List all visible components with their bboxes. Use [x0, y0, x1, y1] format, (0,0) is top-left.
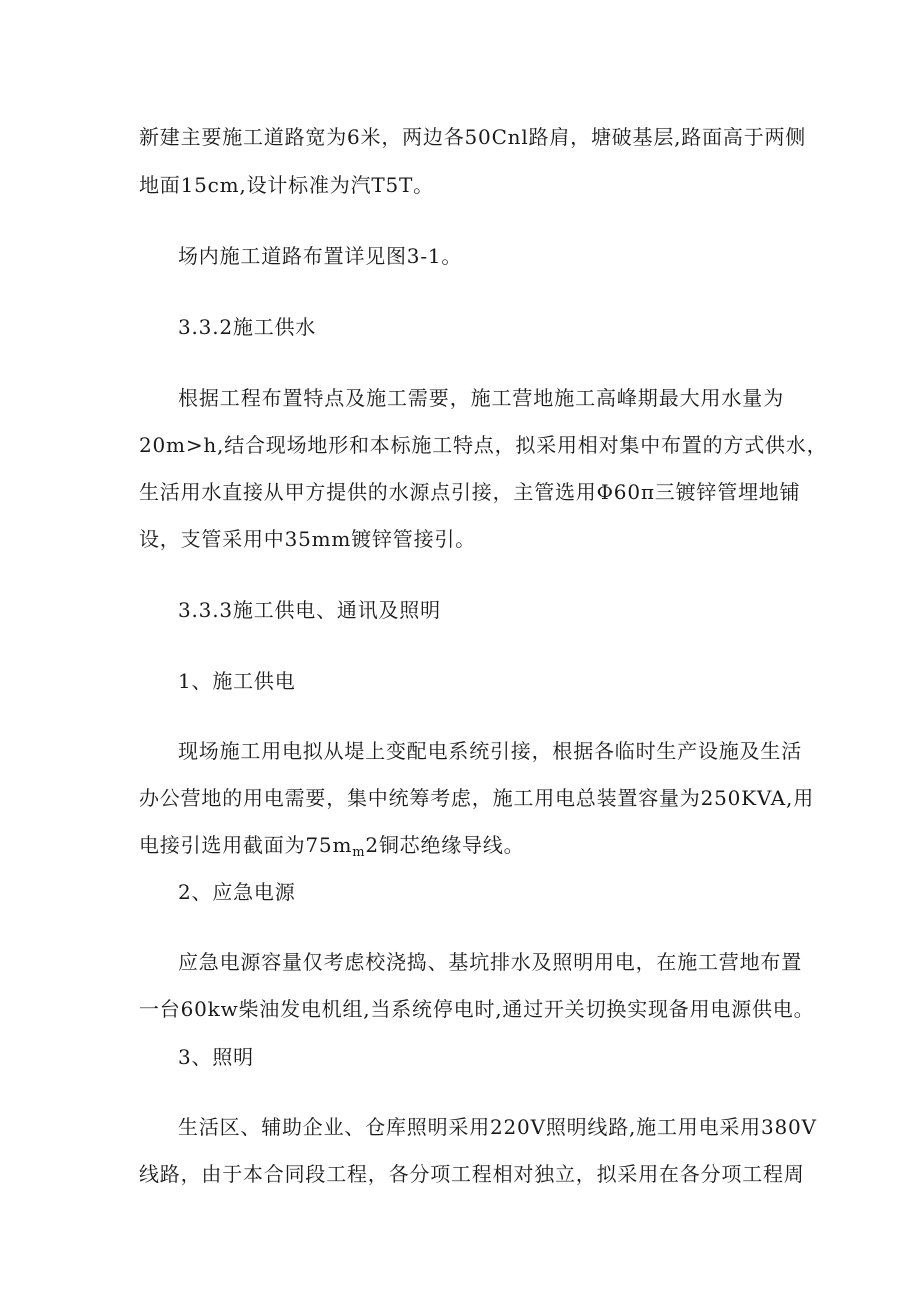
- road-spec-line-1: 新建主要施工道路宽为6米，两边各50Cnl路肩，塘破基层,路面高于两侧: [139, 125, 807, 149]
- subsection-title-power-supply: 1、施工供电: [178, 669, 296, 693]
- power-line-3-subscript: m: [352, 845, 366, 860]
- lighting-line-2: 线路，由于本合同段工程，各分项工程相对独立，拟采用在各分项工程周: [139, 1162, 805, 1186]
- section-heading-water-supply: 3.3.2施工供水: [178, 315, 317, 339]
- water-line-3: 生活用水直接从甲方提供的水源点引接，主管选用Φ60π三镀锌管埋地铺: [139, 480, 801, 504]
- subsection-title-lighting: 3、照明: [178, 1045, 254, 1069]
- lighting-line-1: 生活区、辅助企业、仓库照明采用220V照明线路,施工用电采用380V: [178, 1115, 817, 1139]
- power-line-3: [139, 831, 524, 859]
- road-spec-line-2: 地面15cm,设计标准为汽T5T。: [139, 173, 434, 197]
- water-line-4: 设，支管采用中35mm镀锌管接引。: [139, 527, 476, 551]
- emergency-line-1: 应急电源容量仅考虑校浇捣、基坑排水及照明用电，在施工营地布置: [178, 950, 802, 974]
- water-line-1: 根据工程布置特点及施工需要，施工营地施工高峰期最大用水量为: [178, 386, 784, 410]
- subsection-title-emergency-power: 2、应急电源: [178, 880, 296, 904]
- section-heading-power: 3.3.3施工供电、通讯及照明: [178, 598, 441, 622]
- power-line-3-text-b: 2铜芯绝缘导线。: [365, 833, 525, 857]
- power-line-3-text-a: 电接引选用截面为75m: [139, 833, 353, 857]
- power-line-2: 办公营地的用电需要，集中统筹考虑，施工用电总装置容量为250KVA,用: [139, 786, 815, 810]
- road-layout-paragraph: 场内施工道路布置详见图3-1。: [178, 244, 463, 268]
- water-line-2: 20m>h,结合现场地形和本标施工特点，拟采用相对集中布置的方式供水，: [139, 433, 828, 457]
- power-line-1: 现场施工用电拟从堤上变配电系统引接，根据各临时生产设施及生活: [178, 739, 802, 763]
- emergency-line-2: 一台60kw柴油发电机组,当系统停电时,通过开关切换实现备用电源供电。: [139, 997, 815, 1021]
